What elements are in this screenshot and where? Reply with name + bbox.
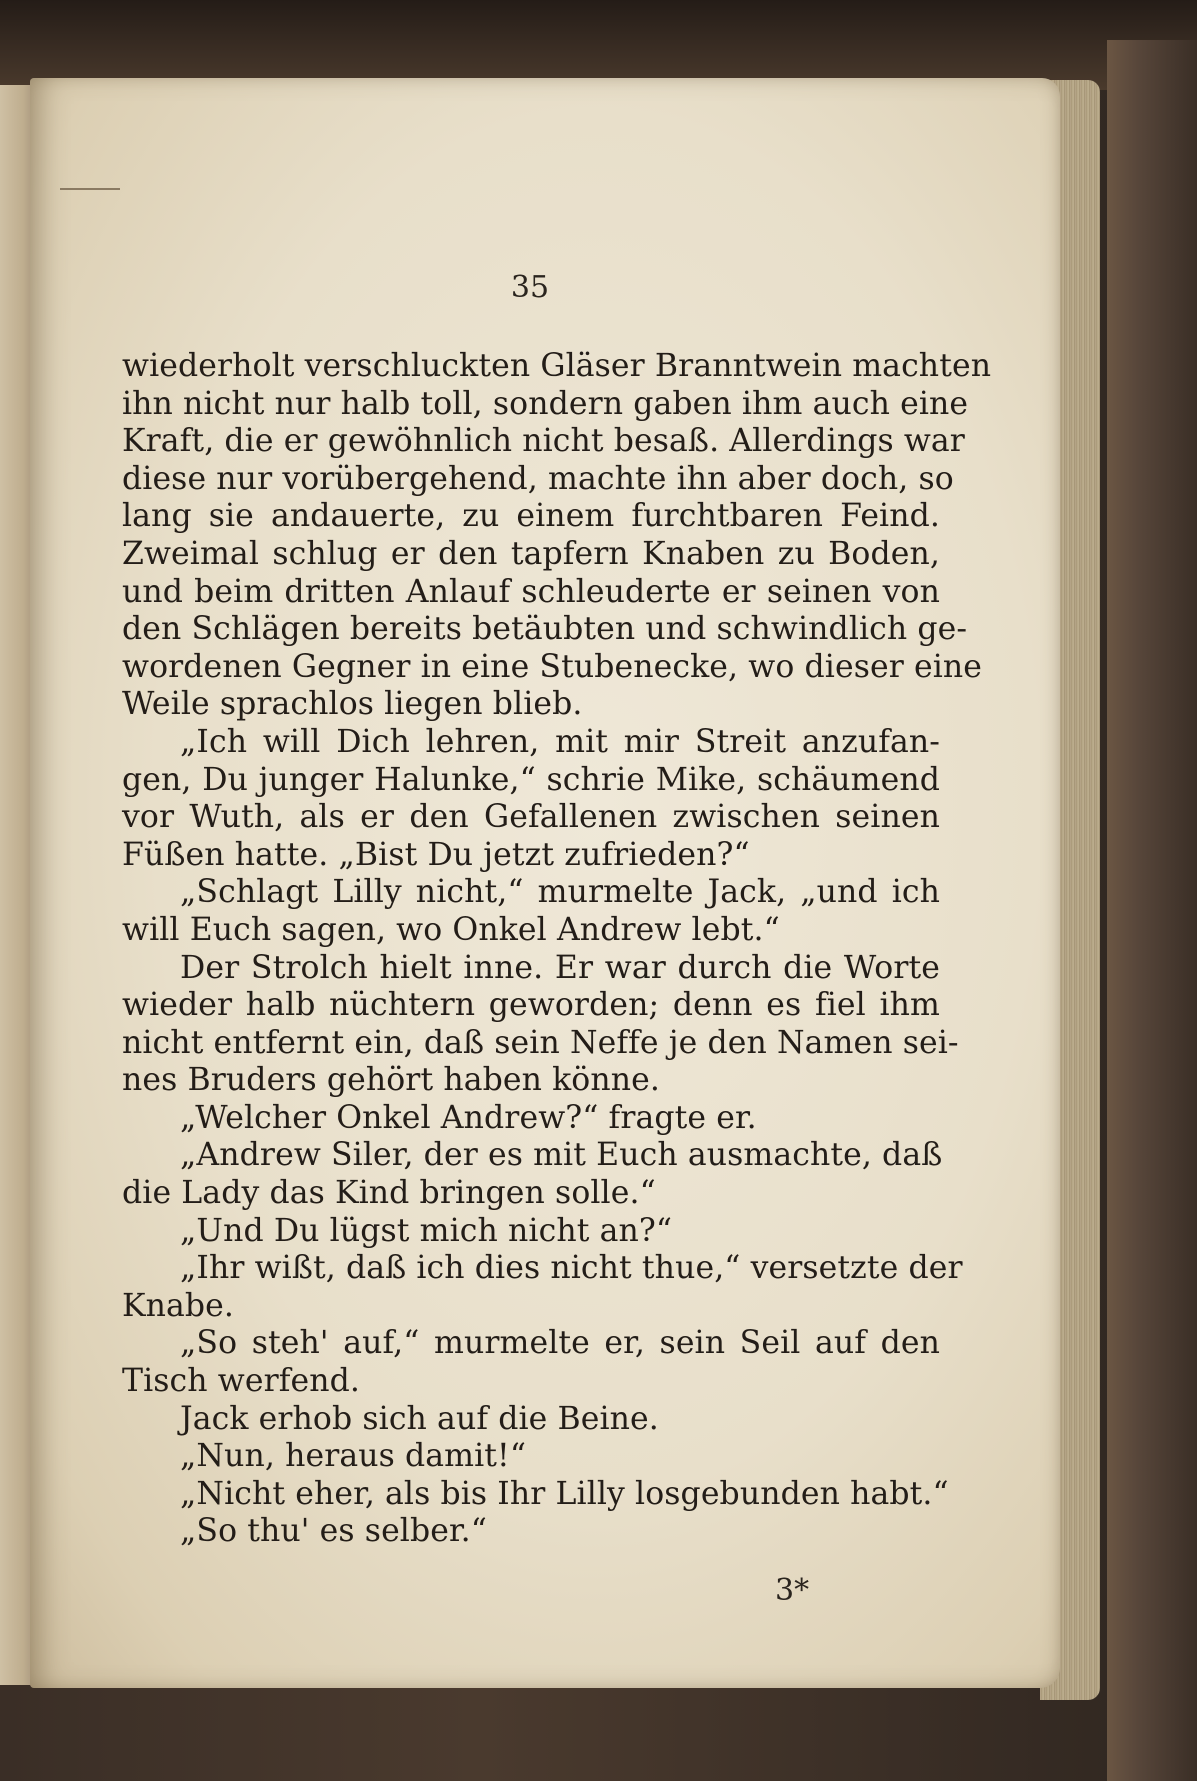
text-line: „Nicht eher, als bis Ihr Lilly losgebunden habt.“ xyxy=(180,1475,949,1512)
text-line: wieder halb nüchtern geworden; denn es fiel ihm xyxy=(122,987,940,1024)
text-line: die Lady das Kind bringen solle.“ xyxy=(122,1175,656,1212)
text-line: wiederholt verschluckten Gläser Branntwein machten xyxy=(122,348,992,384)
text-line: Kraft, die er gewöhnlich nicht besaß. Allerdings war xyxy=(122,423,965,460)
text-line: „Schlagt Lilly nicht,“ murmelte Jack, „und ich xyxy=(180,874,940,911)
text-line: Der Strolch hielt inne. Er war durch die Worte xyxy=(180,949,940,986)
text-line: den Schlägen bereits betäubten und schwindlich ge- xyxy=(122,611,968,648)
text-line: „Ich will Dich lehren, mit mir Streit anzufan- xyxy=(180,723,940,760)
book-cover-top xyxy=(0,0,1197,90)
text-line: gen, Du junger Halunke,“ schrie Mike, schäumend xyxy=(122,761,940,798)
text-line: lang sie andauerte, zu einem furchtbaren Feind. xyxy=(122,498,940,535)
text-line: „So thu' es selber.“ xyxy=(180,1513,488,1550)
body-text xyxy=(122,348,992,1551)
text-line: Füßen hatte. „Bist Du jetzt zufrieden?“ xyxy=(122,836,750,873)
text-line: „Nun, heraus damit!“ xyxy=(180,1438,527,1475)
text-line: wordenen Gegner in eine Stubenecke, wo dieser eine xyxy=(122,648,983,685)
text-line: und beim dritten Anlauf schleuderte er seinen von xyxy=(122,573,940,610)
book-page xyxy=(30,78,1060,1688)
text-line: nes Bruders gehört haben könne. xyxy=(122,1062,660,1099)
text-line: „Andrew Siler, der es mit Euch ausmachte, daß xyxy=(180,1137,943,1174)
book-cover-right xyxy=(1107,40,1197,1781)
text-line: „Ihr wißt, daß ich dies nicht thue,“ versetzte der xyxy=(180,1250,963,1287)
text-line: Zweimal schlug er den tapfern Knaben zu Boden, xyxy=(122,535,940,572)
text-line: „Und Du lügst mich nicht an?“ xyxy=(180,1212,673,1249)
text-line: Jack erhob sich auf die Beine. xyxy=(180,1400,659,1437)
text-line: Tisch werfend. xyxy=(122,1363,361,1400)
text-line: Weile sprachlos liegen blieb. xyxy=(122,686,583,723)
text-line: will Euch sagen, wo Onkel Andrew lebt.“ xyxy=(122,911,780,948)
text-line: nicht entfernt ein, daß sein Neffe je den Namen sei- xyxy=(122,1024,959,1061)
text-line: diese nur vorübergehend, machte ihn aber doch, so xyxy=(122,460,954,497)
sheet-signature: 3* xyxy=(775,1573,810,1608)
text-line: Knabe. xyxy=(122,1287,235,1324)
gutter-mark xyxy=(60,188,120,190)
text-line: „So steh' auf,“ murmelte er, sein Seil auf den xyxy=(180,1325,940,1362)
text-line: „Welcher Onkel Andrew?“ fragte er. xyxy=(180,1099,757,1136)
page-number: 35 xyxy=(510,270,550,305)
text-line: vor Wuth, als er den Gefallenen zwischen seinen xyxy=(122,799,940,836)
text-line: ihn nicht nur halb toll, sondern gaben ihm auch eine xyxy=(122,385,969,422)
